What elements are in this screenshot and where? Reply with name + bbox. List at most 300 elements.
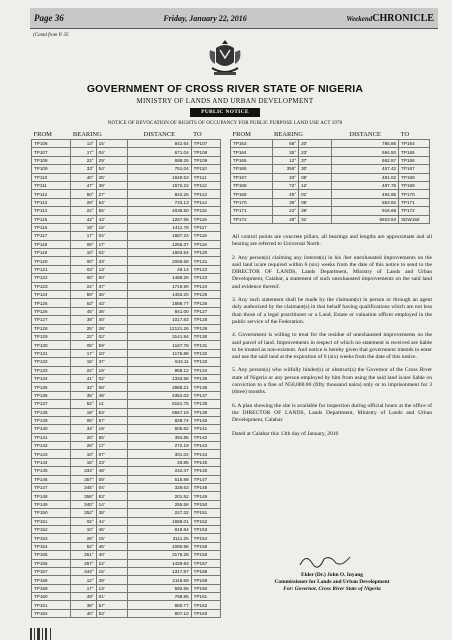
cell-bearing-min: 37' [299,156,332,164]
cell-distance: 494.85 [332,190,399,198]
table-row [32,584,221,592]
cell-to: TP154 [191,534,220,542]
table-row [32,517,221,525]
cell-bearing-deg: 351° [71,551,96,559]
cell-to: TP150 [191,500,220,508]
cell-to: TP128 [191,316,220,324]
cell-distance: 1488.26 [128,274,192,282]
cell-bearing-deg: 15° [71,358,96,366]
table-row [32,316,221,324]
survey-table-left [31,130,221,618]
table-row [32,484,221,492]
table-row [32,140,221,148]
cell-bearing-min: 30' [299,165,332,173]
signature-block [232,572,432,593]
table-row [32,525,221,533]
cell-bearing-deg: 52° [71,400,96,408]
table-row [32,416,221,424]
table-row [32,265,221,273]
paragraph: 6. A plan showing the site is available for inspection during official hours at the office of the DIRECTOR OF LANDS, Lands Department, Ministry of Lands and Urban Development, Calabar. [232,402,432,424]
masthead-small: Weekend [346,14,373,23]
cell-from: TP151 [32,517,71,525]
cell-to: TP109 [191,156,220,164]
cell-bearing-min: 55' [96,433,127,441]
cell-to: TP130 [191,332,220,340]
cell-distance: 1080.96 [128,542,192,550]
cell-to: TP129 [191,324,220,332]
continued-note: (Contd from P. 35 [33,33,69,38]
cell-bearing-min: 55' [96,207,127,215]
cell-bearing-min: 27' [96,190,127,198]
cell-distance: 1649.53 [128,173,192,181]
cell-bearing-deg: 08° [71,240,96,248]
cell-distance: 1683.54 [128,249,192,257]
cell-bearing-deg: 17° [71,584,96,592]
cell-from: TP162 [32,609,71,617]
cell-distance: 3176.28 [128,551,192,559]
cell-distance: 916.68 [332,207,399,215]
cell-distance: 301.02 [128,450,192,458]
cell-bearing-deg: 00° [71,257,96,265]
cell-from: TP158 [32,576,71,584]
cell-from: TP146 [32,475,71,483]
cell-distance: 5151.75 [128,400,192,408]
table-row [32,232,221,240]
paragraph: 5. Any person(s) who wilfully hinder(s) or obstruct(s) the Governor of the Cross River state of Nigeria or any person employed by him from using the said land is/are liable on conviction to a fine of N50,000.00 (fifty thousand naira) only or to imprisonment for 3 (three) months. [232,367,432,396]
cell-distance: 662.57 [332,156,399,164]
cell-distance: 227.32 [128,509,192,517]
cell-from: TP172 [231,215,273,223]
cell-from: TP170 [231,198,273,206]
table-row [32,450,221,458]
cell-bearing-deg: 22° [71,282,96,290]
masthead-name: CHRONICLE [372,12,434,24]
table-row [32,181,221,189]
cell-bearing-deg: 47° [71,181,96,189]
cell-from: TP129 [32,332,71,340]
paragraph: 2. Any person(s) claiming any interest(s) in his /her unexhausted improvements on the said land is/are required within 6 (six) weeks from the date of this notice to send to the DIRECTOR OF LANDS, Lands Department, Ministry of Lands and Urban Development, Calabar, a statement of such unexhausted improvements on the said land and evidence thereof. [232,254,432,290]
cell-from: TP106 [32,140,71,148]
cell-bearing-deg: 17° [71,232,96,240]
cell-to: TP145 [191,458,220,466]
cell-bearing-deg: 25° [71,324,96,332]
cell-bearing-deg: 68° [272,140,299,148]
cell-from: TP149 [32,500,71,508]
notice-body [232,234,432,444]
cell-distance: 1572.22 [128,181,192,189]
cell-to: TP171 [399,198,430,206]
cell-bearing-deg: 26° [71,534,96,542]
cell-distance: 1176.88 [128,349,192,357]
cell-from: TP169 [231,190,273,198]
table-row [231,140,430,148]
signatory-name: Elder (Dr.) John O. Inyang [300,572,363,578]
cell-bearing-deg: 22° [71,156,96,164]
cell-bearing-min: 39' [299,207,332,215]
cell-to: TP137 [191,391,220,399]
cell-to: TP126 [191,299,220,307]
cell-bearing-deg: 19° [71,408,96,416]
cell-bearing-min: 28' [96,324,127,332]
cell-to: TP122 [191,265,220,273]
cell-to: SDW150 [399,215,430,223]
cell-bearing-min: 53' [96,492,127,500]
cell-bearing-min: 11' [96,400,127,408]
cell-distance: 842.11 [128,358,192,366]
table-row [32,332,221,340]
cell-from: TP126 [32,307,71,315]
cell-bearing-min: 15' [96,567,127,575]
cell-from: TP163 [231,140,273,148]
table-row [32,291,221,299]
cell-distance: 1888.77 [128,299,192,307]
cell-bearing-min: 36' [96,307,127,315]
cell-distance: 1167.78 [128,341,192,349]
dated-line: Dated at Calabar this 13th day of January, 2016 [232,430,339,437]
table-row [32,215,221,223]
cell-bearing-min: 02' [96,332,127,340]
cell-bearing-min: 22' [96,559,127,567]
cell-to: TP159 [191,576,220,584]
table-row [32,425,221,433]
cell-to: TP157 [191,559,220,567]
signature-scribble [292,551,362,569]
cell-bearing-min: 17' [96,240,127,248]
cell-bearing-min: 38' [96,509,127,517]
cell-from: TP112 [32,190,71,198]
table-row [32,156,221,164]
table-row [231,207,430,215]
cell-bearing-min: 43' [96,299,127,307]
cell-to: TP156 [191,551,220,559]
cell-bearing-deg: 41° [71,374,96,382]
cell-distance: 5923.93 [332,215,399,223]
table-row [32,400,221,408]
cell-from: TP118 [32,240,71,248]
cell-to: TP143 [191,442,220,450]
table-row [32,609,221,617]
cell-from: TP120 [32,257,71,265]
cell-bearing-min: 43' [96,215,127,223]
col-distance: DISTANCE [143,131,176,138]
cell-to: TP147 [191,475,220,483]
cell-distance: 1687.24 [128,232,192,240]
cell-bearing-min: 54' [96,165,127,173]
cell-distance: 1411.78 [128,223,192,231]
cell-bearing-deg: 34° [71,425,96,433]
cell-bearing-min: 37' [96,358,127,366]
cell-bearing-min: 19' [96,366,127,374]
table-row [32,324,221,332]
table-row [32,593,221,601]
cell-to: TP115 [191,207,220,215]
cell-distance: 242.47 [128,467,192,475]
cell-to: TP149 [191,492,220,500]
table-row [32,500,221,508]
col-from: FROM [232,131,251,138]
cell-bearing-deg: 40° [71,173,96,181]
table-row [32,576,221,584]
cell-from: TP127 [32,316,71,324]
cell-bearing-deg: 08° [71,341,96,349]
cell-to: TP123 [191,274,220,282]
table-row [32,223,221,231]
cell-from: TP134 [32,374,71,382]
cell-distance: 515.88 [128,475,192,483]
cell-bearing-min: 48' [96,467,127,475]
cell-bearing-min: 13' [96,265,127,273]
cell-bearing-min: 53' [96,408,127,416]
cell-bearing-min: 39' [96,181,127,189]
table-row [32,433,221,441]
table-row [32,148,221,156]
cell-from: TP153 [32,534,71,542]
cell-bearing-min: 33' [96,257,127,265]
col-bearing: BEARING [274,131,303,138]
table-row [231,148,430,156]
table-row [32,207,221,215]
cell-bearing-min: 48' [96,391,127,399]
cell-distance: 1017.83 [128,316,192,324]
cell-distance: 1256.37 [128,240,192,248]
table-row [32,567,221,575]
cell-to: TP127 [191,307,220,315]
cell-distance: 4036.50 [128,207,192,215]
cell-from: TP145 [32,467,71,475]
cell-to: TP160 [191,584,220,592]
cell-to: TP120 [191,249,220,257]
table-row [32,173,221,181]
cell-bearing-deg: 38° [71,601,96,609]
cell-bearing-min: 01' [299,190,332,198]
table-row [32,349,221,357]
table-row [32,165,221,173]
cell-from: TP159 [32,584,71,592]
government-title: GOVERNMENT OF CROSS RIVER STATE OF NIGERIA [86,83,364,95]
table-row [32,467,221,475]
cell-from: TP150 [32,509,71,517]
cell-bearing-deg: 352° [71,509,96,517]
cell-to: TP112 [191,181,220,189]
cell-distance: 733.13 [128,198,192,206]
cell-from: TP164 [231,148,273,156]
cell-to: TP153 [191,525,220,533]
cell-to: TP116 [191,215,220,223]
cell-bearing-deg: 45° [71,307,96,315]
table-row [32,559,221,567]
cell-bearing-deg: 358° [272,165,299,173]
cell-bearing-deg: 42° [71,215,96,223]
cell-bearing-deg: 344° [71,567,96,575]
table-row [32,601,221,609]
table-row [32,190,221,198]
cell-distance: 2119.59 [128,576,192,584]
cell-to: TP119 [191,240,220,248]
cell-distance: 255.58 [128,500,192,508]
cell-bearing-deg: 22° [71,207,96,215]
cell-to: TP139 [191,408,220,416]
cell-bearing-deg: 72° [272,181,299,189]
cell-to: TP133 [191,358,220,366]
cell-from: TP121 [32,265,71,273]
cell-from: TP141 [32,433,71,441]
table-row [32,551,221,559]
cell-bearing-min: 40' [96,551,127,559]
cell-from: TP138 [32,408,71,416]
cell-from: TP107 [32,148,71,156]
cell-distance: 394.85 [128,433,192,441]
cell-bearing-min: 15' [96,534,127,542]
cell-distance: 807.10 [128,609,192,617]
table-row [32,282,221,290]
cell-to: TP136 [191,383,220,391]
cell-distance: 33.85 [128,458,192,466]
cell-to: TP118 [191,232,220,240]
cell-bearing-deg: 22° [272,207,299,215]
table-row [32,341,221,349]
cell-from: TP133 [32,366,71,374]
cell-bearing-deg: 28° [71,198,96,206]
table-row [32,475,221,483]
cell-bearing-min: 53' [96,609,127,617]
cell-from: TP123 [32,282,71,290]
table-row [32,391,221,399]
cell-bearing-deg: 17° [71,349,96,357]
col-from: FROM [33,131,52,138]
cell-bearing-deg: 10° [71,249,96,257]
survey-table-right [230,130,430,224]
table-row [32,274,221,282]
table-row [32,542,221,550]
cell-bearing-min: 25' [96,173,127,181]
cell-distance: 487.76 [332,181,399,189]
cell-bearing-min: 08' [299,173,332,181]
cell-from: TP108 [32,156,71,164]
cell-from: TP155 [32,551,71,559]
cell-bearing-deg: 32° [71,383,96,391]
cell-to: TP131 [191,341,220,349]
cell-distance: 680.77 [128,601,192,609]
cell-bearing-deg: 59° [71,291,96,299]
cell-bearing-min: 40' [96,316,127,324]
cell-from: TP148 [32,492,71,500]
table-row [231,198,430,206]
cell-bearing-deg: 33° [71,165,96,173]
cell-to: TP168 [399,173,430,181]
paragraph: All control points are concrete pillars, all bearings and lengths are approximate and all bearing are referred to Universal North. [232,234,432,248]
cell-distance: 592.66 [128,584,192,592]
cell-to: TP166 [399,156,430,164]
cell-distance: 1452.20 [128,291,192,299]
table-row [32,534,221,542]
table-row [32,408,221,416]
cell-bearing-deg: 22° [71,366,96,374]
cell-from: TP130 [32,341,71,349]
cell-bearing-min: 15' [96,140,127,148]
cell-to: TP108 [191,148,220,156]
cell-distance: 1719.90 [128,282,192,290]
col-bearing: BEARING [72,131,102,138]
cell-to: TP158 [191,567,220,575]
cell-bearing-min: 14' [96,500,127,508]
cell-to: TP144 [191,450,220,458]
cell-from: TP154 [32,542,71,550]
cell-bearing-deg: 52° [71,542,96,550]
cell-from: TP114 [32,207,71,215]
cell-to: TP152 [191,517,220,525]
table-row [32,383,221,391]
cell-from: TP140 [32,425,71,433]
cell-to: TP110 [191,165,220,173]
cell-from: TP128 [32,324,71,332]
cell-to: TP121 [191,257,220,265]
table-row [231,181,430,189]
cell-distance: 1688.01 [128,517,192,525]
page-header [30,8,438,29]
cell-from: TP136 [32,391,71,399]
cell-from: TP157 [32,567,71,575]
cell-bearing-deg: 358° [71,492,96,500]
cell-from: TP165 [231,156,273,164]
cell-to: TP107 [191,140,220,148]
cell-from: TP109 [32,165,71,173]
cell-bearing-min: 00' [96,274,127,282]
cell-from: TP166 [231,165,273,173]
cell-to: TP146 [191,467,220,475]
cell-distance: 785.86 [332,140,399,148]
cell-bearing-min: 16' [96,223,127,231]
cell-from: TP132 [32,358,71,366]
cell-bearing-deg: 357° [71,475,96,483]
cell-bearing-deg: 12° [71,576,96,584]
ministry-name: MINISTRY OF LANDS AND URBAN DEVELOPMENT [136,97,314,105]
cell-to: TP117 [191,223,220,231]
cell-distance: 842.26 [128,190,192,198]
cell-distance: 553.82 [332,198,399,206]
cell-from: TP160 [32,593,71,601]
cell-distance: 2068.58 [128,257,192,265]
cell-bearing-min: 57' [96,416,127,424]
cell-from: TP122 [32,274,71,282]
table-row [32,257,221,265]
cell-to: TP170 [399,190,430,198]
cell-bearing-min: 20' [299,140,332,148]
cell-bearing-min: 09' [96,475,127,483]
cell-from: TP135 [32,383,71,391]
cell-distance: 694.50 [332,148,399,156]
cell-bearing-min: 04' [96,484,127,492]
cell-bearing-min: 04' [96,148,127,156]
cell-bearing-deg: 12° [272,156,299,164]
cell-distance: 4352.03 [128,391,192,399]
table-row [231,173,430,181]
cell-to: TP148 [191,484,220,492]
cell-distance: 457.42 [332,165,399,173]
cell-distance: 2888.21 [128,383,192,391]
cell-bearing-deg: 35° [272,148,299,156]
cell-bearing-deg: 13° [71,140,96,148]
cell-bearing-min: 08' [299,198,332,206]
cell-bearing-deg: 05° [71,416,96,424]
table-row [32,198,221,206]
cell-bearing-deg: 50° [71,190,96,198]
cell-distance: 818.94 [128,525,192,533]
signatory-title: Commissioner for Lands and Urban Development [274,579,390,585]
coat-of-arms-icon [206,38,244,78]
cell-from: TP117 [32,232,71,240]
cell-to: TP164 [399,140,430,148]
cell-to: TP161 [191,593,220,601]
